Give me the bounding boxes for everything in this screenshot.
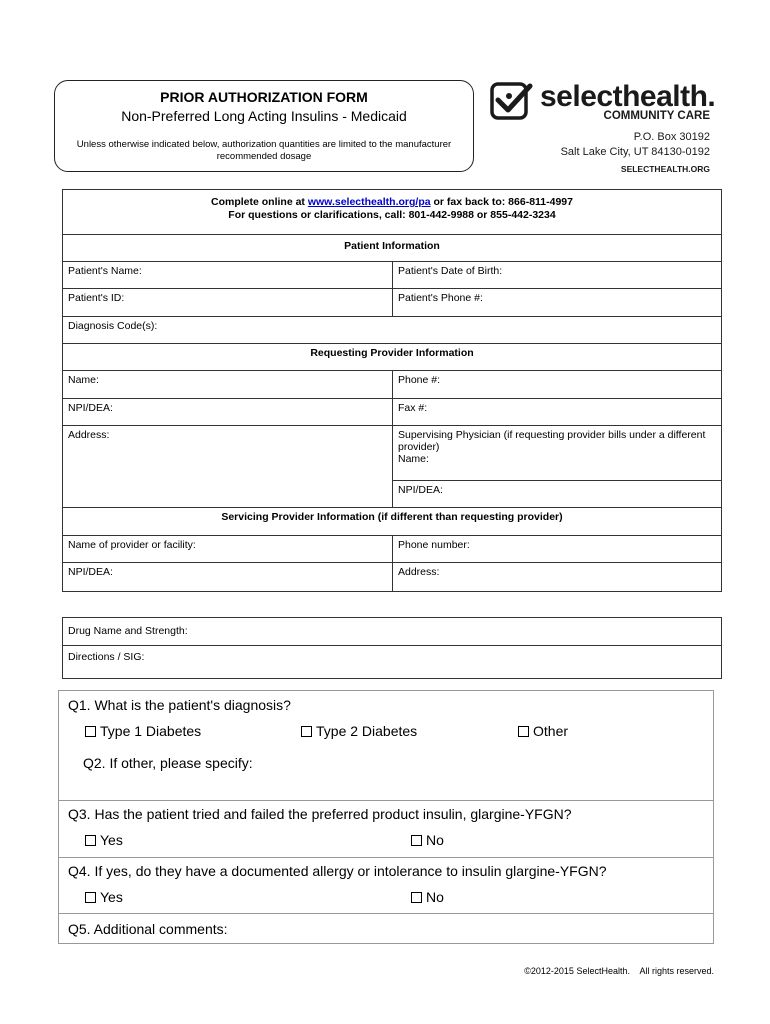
logo-brand: selecthealth. <box>540 80 716 113</box>
requesting-name-field[interactable]: Name: <box>63 371 393 398</box>
address-line-2: Salt Lake City, UT 84130-0192 <box>560 146 710 158</box>
requesting-npi-field[interactable]: NPI/DEA: <box>63 399 393 425</box>
patient-id-field[interactable]: Patient's ID: <box>63 289 393 316</box>
directions-field[interactable]: Directions / SIG: <box>68 651 145 663</box>
drug-name-field[interactable]: Drug Name and Strength: <box>68 625 188 637</box>
supervising-npi-field[interactable]: NPI/DEA: <box>398 484 443 496</box>
copyright-footer: ©2012-2015 SelectHealth. All rights reserved. <box>524 966 714 976</box>
checkbox-icon[interactable] <box>301 726 312 737</box>
supervising-name-label: Name: <box>398 453 429 465</box>
q3-yes-option[interactable]: Yes <box>85 832 123 848</box>
checkbox-icon[interactable] <box>411 892 422 903</box>
requesting-phone-field[interactable]: Phone #: <box>398 374 441 386</box>
online-suffix: or fax back to: 866-811-4997 <box>430 196 573 208</box>
patient-info-heading: Patient Information <box>344 240 440 252</box>
q1-other-option[interactable]: Other <box>518 723 568 739</box>
contact-row <box>63 190 721 235</box>
dosage-note: Unless otherwise indicated below, authorization quantities are limited to the manufacturer recommended dosage <box>76 139 452 162</box>
divider <box>59 800 713 801</box>
q3-no-option[interactable]: No <box>411 832 444 848</box>
contact-info <box>63 190 721 234</box>
form-subtitle: Non-Preferred Long Acting Insulins - Medicaid <box>121 108 407 124</box>
divider <box>59 857 713 858</box>
logo-address <box>561 130 710 160</box>
patient-dob-field[interactable]: Patient's Date of Birth: <box>398 265 503 277</box>
heart-check-icon <box>490 82 536 122</box>
online-prefix: Complete online at <box>211 196 308 208</box>
patient-name-field[interactable]: Patient's Name: <box>63 262 393 288</box>
servicing-provider-heading: Servicing Provider Information (if different than requesting provider) <box>221 511 563 523</box>
requesting-provider-heading: Requesting Provider Information <box>310 347 474 359</box>
q4-label: Q4. If yes, do they have a documented allergy or intolerance to insulin glargine-YFGN? <box>68 863 607 879</box>
q3-label: Q3. Has the patient tried and failed the preferred product insulin, glargine-YFGN? <box>68 806 572 822</box>
form-title: PRIOR AUTHORIZATION FORM <box>160 89 368 105</box>
selecthealth-logo <box>490 80 720 180</box>
servicing-npi-field[interactable]: NPI/DEA: <box>63 563 393 591</box>
online-url-link[interactable]: www.selecthealth.org/pa <box>307 196 431 208</box>
checkbox-icon[interactable] <box>518 726 529 737</box>
patient-phone-field[interactable]: Patient's Phone #: <box>398 292 483 304</box>
q1-label: Q1. What is the patient's diagnosis? <box>68 697 291 713</box>
logo-subbrand: COMMUNITY CARE <box>603 110 710 122</box>
servicing-name-field[interactable]: Name of provider or facility: <box>63 536 393 562</box>
checkbox-icon[interactable] <box>85 726 96 737</box>
questions-line: For questions or clarifications, call: 801-442-9988 or 855-442-3234 <box>228 209 556 221</box>
requesting-address-field[interactable]: Address: <box>63 426 393 507</box>
checkbox-icon[interactable] <box>85 892 96 903</box>
servicing-phone-field[interactable]: Phone number: <box>398 539 470 551</box>
q5-label: Q5. Additional comments: <box>68 921 228 937</box>
q4-no-option[interactable]: No <box>411 889 444 905</box>
logo-website: SELECTHEALTH.ORG <box>620 164 710 174</box>
servicing-address-field[interactable]: Address: <box>398 566 440 578</box>
diagnosis-code-field[interactable]: Diagnosis Code(s): <box>68 320 158 332</box>
q1-type1-option[interactable]: Type 1 Diabetes <box>85 723 201 739</box>
form-title-box <box>54 80 474 172</box>
checkbox-icon[interactable] <box>85 835 96 846</box>
q1-type2-option[interactable]: Type 2 Diabetes <box>301 723 417 739</box>
address-line-1: P.O. Box 30192 <box>633 131 710 143</box>
provider-info-table <box>62 189 722 592</box>
checkbox-icon[interactable] <box>411 835 422 846</box>
supervising-physician-field[interactable] <box>393 426 721 481</box>
q4-yes-option[interactable]: Yes <box>85 889 123 905</box>
divider <box>59 913 713 914</box>
requesting-fax-field[interactable]: Fax #: <box>398 402 428 414</box>
supervising-physician-label: Supervising Physician (if requesting provider bills under a different provider) <box>398 429 706 453</box>
drug-info-table <box>62 617 722 679</box>
q2-label: Q2. If other, please specify: <box>83 755 253 771</box>
questions-box <box>58 690 714 944</box>
